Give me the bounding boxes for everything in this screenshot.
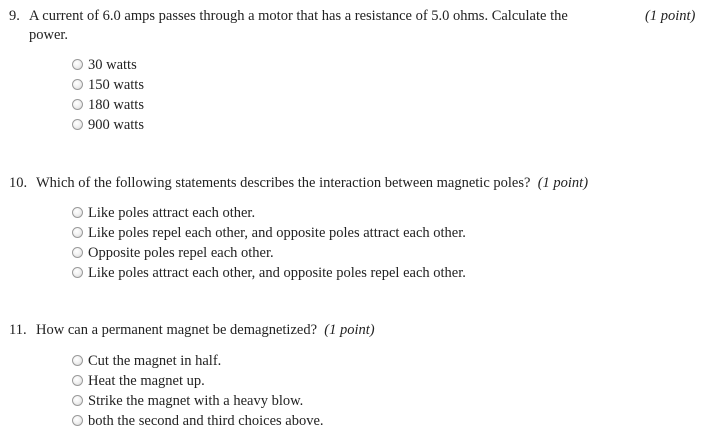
radio-button[interactable] bbox=[72, 395, 83, 406]
question-number: 9. bbox=[9, 8, 20, 24]
radio-button[interactable] bbox=[72, 59, 83, 70]
answer-option-label: 30 watts bbox=[88, 57, 137, 73]
radio-button[interactable] bbox=[72, 355, 83, 366]
question-text bbox=[36, 175, 588, 192]
question-number: 11. bbox=[9, 322, 27, 338]
question-points: (1 point) bbox=[645, 8, 696, 24]
radio-button[interactable] bbox=[72, 247, 83, 258]
question-text-body: How can a permanent magnet be demagnetized? bbox=[36, 322, 318, 338]
answer-option-label: both the second and third choices above. bbox=[88, 413, 324, 429]
answer-option-label: Strike the magnet with a heavy blow. bbox=[88, 393, 304, 409]
radio-button[interactable] bbox=[72, 227, 83, 238]
radio-button[interactable] bbox=[72, 267, 83, 278]
answer-option-label: 900 watts bbox=[88, 117, 144, 133]
answer-option-label: Heat the magnet up. bbox=[88, 373, 205, 389]
radio-button[interactable] bbox=[72, 79, 83, 90]
answer-option-label: Like poles attract each other. bbox=[88, 205, 256, 221]
radio-button[interactable] bbox=[72, 207, 83, 218]
radio-button[interactable] bbox=[72, 415, 83, 426]
answer-option-label: Like poles repel each other, and opposite poles attract each other. bbox=[88, 225, 466, 241]
answer-option-label: Cut the magnet in half. bbox=[88, 353, 222, 369]
question-points: (1 point) bbox=[324, 322, 375, 338]
answer-option-label: Opposite poles repel each other. bbox=[88, 245, 274, 261]
question-number: 10. bbox=[9, 175, 28, 191]
question-points: (1 point) bbox=[537, 175, 589, 191]
answer-option-label: 180 watts bbox=[88, 97, 144, 113]
answer-option-label: Like poles attract each other, and opposite poles repel each other. bbox=[88, 265, 466, 281]
question-text-body: Which of the following statements describes the interaction between magnetic poles? bbox=[36, 175, 531, 191]
answer-option-label: 150 watts bbox=[88, 77, 144, 93]
question-text-continued: power. bbox=[29, 27, 69, 43]
radio-button[interactable] bbox=[72, 119, 83, 130]
radio-button[interactable] bbox=[72, 99, 83, 110]
radio-button[interactable] bbox=[72, 375, 83, 386]
question-text: A current of 6.0 amps passes through a motor that has a resistance of 5.0 ohms. Calculate the bbox=[29, 8, 568, 24]
question-text bbox=[36, 322, 375, 339]
